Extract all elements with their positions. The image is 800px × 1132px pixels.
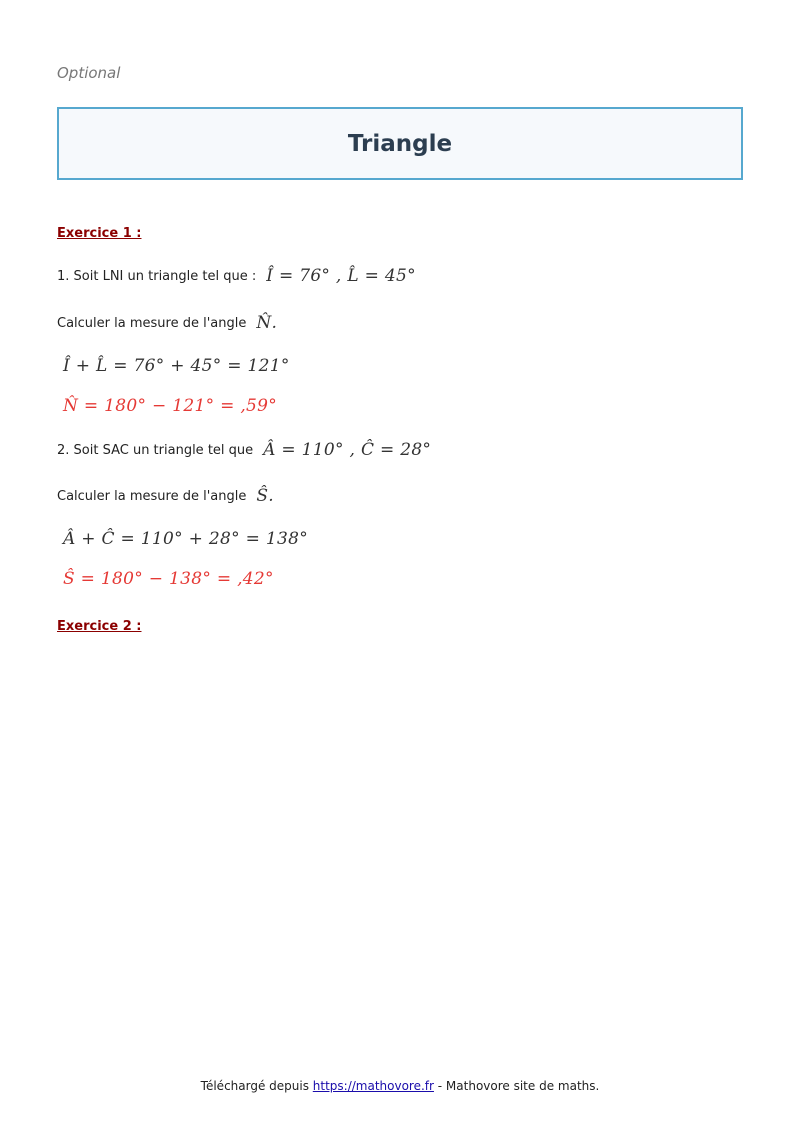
question-1-step-math: Î + L̂ = 76° + 45° = 121° [63,356,290,376]
question-2-answer [57,569,274,589]
question-1-ask-math: N̂. [256,313,278,333]
question-1-statement [57,266,416,286]
question-2-ask [57,486,274,506]
question-1-ask [57,313,277,333]
question-2-given: Â = 110° , Ĉ = 28° [263,440,432,460]
question-2-ask-math: Ŝ. [256,486,274,506]
footer [0,1079,800,1093]
question-1-answer-math: N̂ = 180° − 121° = ,59° [63,396,278,416]
question-1-ask-text: Calculer la mesure de l'angle [57,315,247,331]
exercise-1-heading: Exercice 1 : [57,226,142,241]
footer-prefix: Téléchargé depuis [200,1079,313,1093]
question-2-step [57,529,308,549]
exercise-2-heading: Exercice 2 : [57,619,142,634]
question-1-step [57,356,290,376]
question-1-given: Î = 76° , L̂ = 45° [266,266,416,286]
question-2-ask-text: Calculer la mesure de l'angle [57,488,247,504]
question-2-answer-math: Ŝ = 180° − 138° = ,42° [63,569,274,589]
page-title: Triangle [347,130,453,157]
title-box [57,107,743,180]
footer-link[interactable]: https://mathovore.fr [312,1079,434,1093]
optional-label: Optional [57,64,121,82]
question-2-statement [57,440,431,460]
question-1-answer [57,396,277,416]
footer-suffix: - Mathovore site de maths. [433,1079,600,1093]
question-2-text: 2. Soit SAC un triangle tel que [57,442,254,458]
question-1-text: 1. Soit LNI un triangle tel que : [57,268,257,284]
question-2-step-math: Â + Ĉ = 110° + 28° = 138° [63,529,309,549]
